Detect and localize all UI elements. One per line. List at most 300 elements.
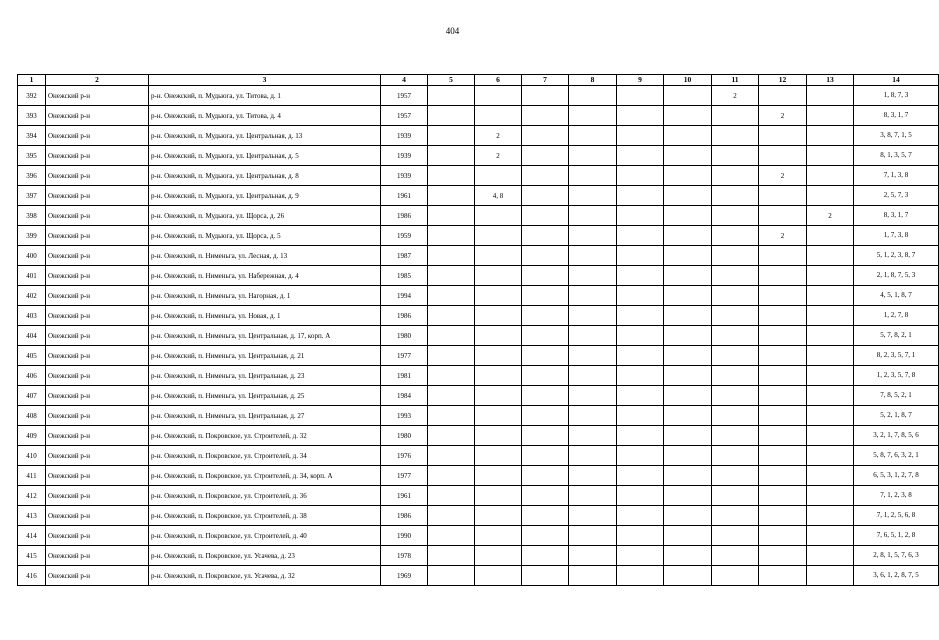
value-cell: [759, 346, 807, 366]
row-number-cell: 404: [18, 326, 46, 346]
address-cell: р-н. Онежский, п. Мудьюга, ул. Центральная, д. 8: [149, 166, 381, 186]
value-cell: [664, 186, 712, 206]
address-cell: р-н. Онежский, п. Нименьга, ул. Центральная, д. 27: [149, 406, 381, 426]
value-cell: [759, 366, 807, 386]
table-row: [18, 286, 939, 306]
year-cell: 1987: [381, 246, 428, 266]
codes-cell: 3, 8, 7, 1, 5: [854, 126, 939, 146]
value-cell: [522, 406, 569, 426]
year-cell: 1986: [381, 206, 428, 226]
value-cell: [807, 126, 854, 146]
value-cell: [428, 366, 475, 386]
value-cell: [712, 526, 759, 546]
value-cell: [759, 206, 807, 226]
year-cell: 1939: [381, 126, 428, 146]
value-cell: [617, 306, 664, 326]
value-cell: [759, 486, 807, 506]
address-cell: р-н. Онежский, п. Мудьюга, ул. Центральная, д. 9: [149, 186, 381, 206]
district-cell: Онежский р-н: [46, 306, 149, 326]
year-cell: 1961: [381, 186, 428, 206]
value-cell: [807, 466, 854, 486]
value-cell: [807, 186, 854, 206]
column-header: 13: [807, 75, 854, 86]
value-cell: [807, 546, 854, 566]
value-cell: [807, 526, 854, 546]
value-cell: [712, 226, 759, 246]
row-number-cell: 402: [18, 286, 46, 306]
table-row: [18, 446, 939, 466]
value-cell: [428, 186, 475, 206]
value-cell: [522, 386, 569, 406]
district-cell: Онежский р-н: [46, 326, 149, 346]
row-number-cell: 409: [18, 426, 46, 446]
year-cell: 1959: [381, 226, 428, 246]
row-number-cell: 407: [18, 386, 46, 406]
value-cell: [428, 346, 475, 366]
value-cell: [475, 346, 522, 366]
row-number-cell: 403: [18, 306, 46, 326]
codes-cell: 2, 1, 8, 7, 5, 3: [854, 266, 939, 286]
row-number-cell: 396: [18, 166, 46, 186]
value-cell: [522, 206, 569, 226]
district-cell: Онежский р-н: [46, 166, 149, 186]
value-cell: [617, 446, 664, 466]
value-cell: [428, 486, 475, 506]
column-header: 7: [522, 75, 569, 86]
year-cell: 1984: [381, 386, 428, 406]
value-cell: [759, 406, 807, 426]
address-cell: р-н. Онежский, п. Покровское, ул. Строителей, д. 36: [149, 486, 381, 506]
value-cell: [617, 326, 664, 346]
table-row: [18, 406, 939, 426]
value-cell: [617, 226, 664, 246]
table-row: [18, 386, 939, 406]
year-cell: 1993: [381, 406, 428, 426]
value-cell: [569, 186, 617, 206]
column-header: 11: [712, 75, 759, 86]
row-number-cell: 400: [18, 246, 46, 266]
value-cell: [522, 506, 569, 526]
value-cell: [428, 206, 475, 226]
value-cell: [712, 166, 759, 186]
value-cell: [617, 246, 664, 266]
value-cell: [569, 366, 617, 386]
year-cell: 1978: [381, 546, 428, 566]
value-cell: [664, 246, 712, 266]
codes-cell: 7, 1, 2, 5, 6, 8: [854, 506, 939, 526]
table-row: [18, 426, 939, 446]
row-number-cell: 392: [18, 86, 46, 106]
value-cell: [664, 306, 712, 326]
value-cell: [475, 506, 522, 526]
value-cell: [712, 306, 759, 326]
value-cell: [569, 506, 617, 526]
value-cell: [475, 226, 522, 246]
value-cell: [475, 286, 522, 306]
table-row: [18, 106, 939, 126]
value-cell: [664, 346, 712, 366]
address-cell: р-н. Онежский, п. Мудьюга, ул. Центральная, д. 5: [149, 146, 381, 166]
value-cell: [522, 566, 569, 586]
codes-cell: 1, 2, 3, 5, 7, 8: [854, 366, 939, 386]
year-cell: 1986: [381, 306, 428, 326]
value-cell: [522, 526, 569, 546]
value-cell: [759, 386, 807, 406]
value-cell: [807, 166, 854, 186]
value-cell: [475, 526, 522, 546]
value-cell: [807, 446, 854, 466]
year-cell: 1957: [381, 106, 428, 126]
value-cell: [522, 546, 569, 566]
codes-cell: 8, 3, 1, 7: [854, 106, 939, 126]
address-cell: р-н. Онежский, п. Покровское, ул. Строителей, д. 38: [149, 506, 381, 526]
year-cell: 1986: [381, 506, 428, 526]
table-row: [18, 226, 939, 246]
value-cell: [712, 206, 759, 226]
value-cell: [712, 546, 759, 566]
year-cell: 1981: [381, 366, 428, 386]
address-cell: р-н. Онежский, п. Покровское, ул. Строителей, д. 40: [149, 526, 381, 546]
value-cell: [522, 306, 569, 326]
value-cell: [428, 546, 475, 566]
column-header: 12: [759, 75, 807, 86]
value-cell: [475, 426, 522, 446]
value-cell: [807, 306, 854, 326]
row-number-cell: 408: [18, 406, 46, 426]
row-number-cell: 411: [18, 466, 46, 486]
value-cell: [807, 266, 854, 286]
value-cell: [428, 286, 475, 306]
value-cell: [522, 126, 569, 146]
codes-cell: 8, 1, 3, 5, 7: [854, 146, 939, 166]
value-cell: [569, 166, 617, 186]
value-cell: 2: [712, 86, 759, 106]
value-cell: [617, 406, 664, 426]
value-cell: [617, 286, 664, 306]
value-cell: 2: [807, 206, 854, 226]
value-cell: [428, 406, 475, 426]
value-cell: [712, 106, 759, 126]
value-cell: [664, 406, 712, 426]
codes-cell: 5, 7, 8, 2, 1: [854, 326, 939, 346]
value-cell: [807, 366, 854, 386]
value-cell: [475, 466, 522, 486]
year-cell: 1977: [381, 346, 428, 366]
value-cell: [569, 306, 617, 326]
value-cell: [475, 266, 522, 286]
value-cell: [475, 246, 522, 266]
value-cell: [428, 466, 475, 486]
district-cell: Онежский р-н: [46, 526, 149, 546]
value-cell: [807, 426, 854, 446]
value-cell: [807, 146, 854, 166]
value-cell: [712, 506, 759, 526]
value-cell: [807, 286, 854, 306]
column-header: 1: [18, 75, 46, 86]
year-cell: 1977: [381, 466, 428, 486]
codes-cell: 8, 3, 1, 7: [854, 206, 939, 226]
value-cell: [522, 186, 569, 206]
value-cell: [569, 426, 617, 446]
housing-table: [17, 74, 939, 586]
district-cell: Онежский р-н: [46, 286, 149, 306]
value-cell: [569, 126, 617, 146]
value-cell: [475, 86, 522, 106]
row-number-cell: 398: [18, 206, 46, 226]
row-number-cell: 412: [18, 486, 46, 506]
row-number-cell: 413: [18, 506, 46, 526]
table-row: [18, 86, 939, 106]
year-cell: 1990: [381, 526, 428, 546]
value-cell: [759, 446, 807, 466]
table-row: [18, 146, 939, 166]
codes-cell: 7, 1, 3, 8: [854, 166, 939, 186]
row-number-cell: 415: [18, 546, 46, 566]
district-cell: Онежский р-н: [46, 146, 149, 166]
value-cell: [759, 506, 807, 526]
value-cell: [664, 206, 712, 226]
value-cell: [759, 526, 807, 546]
address-cell: р-н. Онежский, п. Мудьюга, ул. Щорса, д. 5: [149, 226, 381, 246]
value-cell: [664, 146, 712, 166]
table-row: [18, 266, 939, 286]
row-number-cell: 395: [18, 146, 46, 166]
value-cell: [664, 86, 712, 106]
value-cell: [475, 446, 522, 466]
address-cell: р-н. Онежский, п. Покровское, ул. Усачева, д. 23: [149, 546, 381, 566]
value-cell: [617, 546, 664, 566]
year-cell: 1980: [381, 426, 428, 446]
value-cell: [569, 286, 617, 306]
table-row: [18, 246, 939, 266]
value-cell: [475, 406, 522, 426]
table-row: [18, 506, 939, 526]
codes-cell: 2, 5, 7, 3: [854, 186, 939, 206]
value-cell: [475, 306, 522, 326]
value-cell: [807, 566, 854, 586]
codes-cell: 3, 2, 1, 7, 8, 5, 6: [854, 426, 939, 446]
value-cell: [569, 486, 617, 506]
district-cell: Онежский р-н: [46, 246, 149, 266]
value-cell: [617, 506, 664, 526]
value-cell: [569, 226, 617, 246]
address-cell: р-н. Онежский, п. Мудьюга, ул. Щорса, д. 26: [149, 206, 381, 226]
table-row: [18, 306, 939, 326]
value-cell: [617, 386, 664, 406]
value-cell: [807, 246, 854, 266]
district-cell: Онежский р-н: [46, 466, 149, 486]
value-cell: [569, 546, 617, 566]
value-cell: 2: [475, 126, 522, 146]
row-number-cell: 416: [18, 566, 46, 586]
value-cell: [617, 146, 664, 166]
value-cell: [475, 206, 522, 226]
value-cell: [664, 106, 712, 126]
value-cell: [522, 366, 569, 386]
value-cell: [617, 206, 664, 226]
year-cell: 1969: [381, 566, 428, 586]
row-number-cell: 399: [18, 226, 46, 246]
value-cell: [569, 346, 617, 366]
value-cell: [522, 106, 569, 126]
codes-cell: 1, 2, 7, 8: [854, 306, 939, 326]
value-cell: [759, 146, 807, 166]
value-cell: [712, 486, 759, 506]
value-cell: [522, 446, 569, 466]
value-cell: [428, 166, 475, 186]
value-cell: [428, 566, 475, 586]
value-cell: [522, 286, 569, 306]
district-cell: Онежский р-н: [46, 106, 149, 126]
value-cell: [807, 346, 854, 366]
year-cell: 1957: [381, 86, 428, 106]
district-cell: Онежский р-н: [46, 546, 149, 566]
value-cell: [428, 246, 475, 266]
row-number-cell: 414: [18, 526, 46, 546]
value-cell: [522, 166, 569, 186]
codes-cell: 1, 7, 3, 8: [854, 226, 939, 246]
address-cell: р-н. Онежский, п. Покровское, ул. Строителей, д. 32: [149, 426, 381, 446]
value-cell: [759, 186, 807, 206]
value-cell: [759, 126, 807, 146]
table-row: [18, 166, 939, 186]
column-header: 14: [854, 75, 939, 86]
value-cell: [617, 166, 664, 186]
table-row: [18, 326, 939, 346]
value-cell: [712, 286, 759, 306]
value-cell: [712, 146, 759, 166]
value-cell: [664, 526, 712, 546]
value-cell: [475, 166, 522, 186]
value-cell: [807, 226, 854, 246]
district-cell: Онежский р-н: [46, 446, 149, 466]
value-cell: [712, 246, 759, 266]
codes-cell: 5, 8, 7, 6, 3, 2, 1: [854, 446, 939, 466]
row-number-cell: 397: [18, 186, 46, 206]
value-cell: [569, 386, 617, 406]
value-cell: [664, 166, 712, 186]
column-header: 9: [617, 75, 664, 86]
value-cell: [807, 106, 854, 126]
value-cell: [759, 306, 807, 326]
value-cell: [712, 126, 759, 146]
table-row: [18, 486, 939, 506]
value-cell: [428, 526, 475, 546]
value-cell: [664, 366, 712, 386]
value-cell: [617, 486, 664, 506]
district-cell: Онежский р-н: [46, 206, 149, 226]
value-cell: [569, 266, 617, 286]
value-cell: 2: [759, 166, 807, 186]
value-cell: [617, 466, 664, 486]
row-number-cell: 406: [18, 366, 46, 386]
column-header: 3: [149, 75, 381, 86]
address-cell: р-н. Онежский, п. Нименьга, ул. Центральная, д. 17, корп. А: [149, 326, 381, 346]
value-cell: [522, 326, 569, 346]
value-cell: [664, 566, 712, 586]
value-cell: [617, 186, 664, 206]
address-cell: р-н. Онежский, п. Нименьга, ул. Набережная, д. 4: [149, 266, 381, 286]
row-number-cell: 401: [18, 266, 46, 286]
value-cell: [428, 386, 475, 406]
value-cell: [759, 246, 807, 266]
value-cell: [759, 546, 807, 566]
value-cell: [428, 266, 475, 286]
value-cell: [428, 226, 475, 246]
value-cell: [664, 286, 712, 306]
value-cell: [428, 106, 475, 126]
table-row: [18, 126, 939, 146]
value-cell: [664, 386, 712, 406]
district-cell: Онежский р-н: [46, 126, 149, 146]
value-cell: [617, 366, 664, 386]
table-row: [18, 346, 939, 366]
address-cell: р-н. Онежский, п. Нименьга, ул. Новая, д. 1: [149, 306, 381, 326]
address-cell: р-н. Онежский, п. Нименьга, ул. Центральная, д. 25: [149, 386, 381, 406]
value-cell: [712, 466, 759, 486]
value-cell: [712, 406, 759, 426]
address-cell: р-н. Онежский, п. Мудьюга, ул. Центральная, д. 13: [149, 126, 381, 146]
value-cell: [807, 486, 854, 506]
value-cell: 2: [759, 106, 807, 126]
value-cell: [617, 126, 664, 146]
value-cell: [475, 546, 522, 566]
value-cell: [664, 506, 712, 526]
value-cell: [664, 326, 712, 346]
codes-cell: 5, 2, 1, 8, 7: [854, 406, 939, 426]
value-cell: [807, 506, 854, 526]
address-cell: р-н. Онежский, п. Покровское, ул. Строителей, д. 34: [149, 446, 381, 466]
address-cell: р-н. Онежский, п. Покровское, ул. Усачева, д. 32: [149, 566, 381, 586]
value-cell: [428, 506, 475, 526]
value-cell: [664, 446, 712, 466]
value-cell: [617, 346, 664, 366]
value-cell: [759, 286, 807, 306]
district-cell: Онежский р-н: [46, 86, 149, 106]
value-cell: [759, 466, 807, 486]
row-number-cell: 393: [18, 106, 46, 126]
value-cell: [617, 426, 664, 446]
district-cell: Онежский р-н: [46, 566, 149, 586]
district-cell: Онежский р-н: [46, 386, 149, 406]
value-cell: [664, 266, 712, 286]
value-cell: [664, 426, 712, 446]
value-cell: [569, 86, 617, 106]
district-cell: Онежский р-н: [46, 486, 149, 506]
value-cell: [428, 146, 475, 166]
table-row: [18, 546, 939, 566]
table-row: [18, 206, 939, 226]
table-row: [18, 466, 939, 486]
value-cell: [712, 426, 759, 446]
row-number-cell: 405: [18, 346, 46, 366]
district-cell: Онежский р-н: [46, 346, 149, 366]
value-cell: [428, 126, 475, 146]
value-cell: [664, 486, 712, 506]
codes-cell: 4, 5, 1, 8, 7: [854, 286, 939, 306]
value-cell: [522, 266, 569, 286]
value-cell: [475, 386, 522, 406]
value-cell: [522, 486, 569, 506]
value-cell: [569, 566, 617, 586]
value-cell: [712, 446, 759, 466]
value-cell: [428, 446, 475, 466]
year-cell: 1994: [381, 286, 428, 306]
value-cell: [617, 526, 664, 546]
table-row: [18, 526, 939, 546]
address-cell: р-н. Онежский, п. Нименьга, ул. Лесная, д. 13: [149, 246, 381, 266]
codes-cell: 6, 5, 3, 1, 2, 7, 8: [854, 466, 939, 486]
